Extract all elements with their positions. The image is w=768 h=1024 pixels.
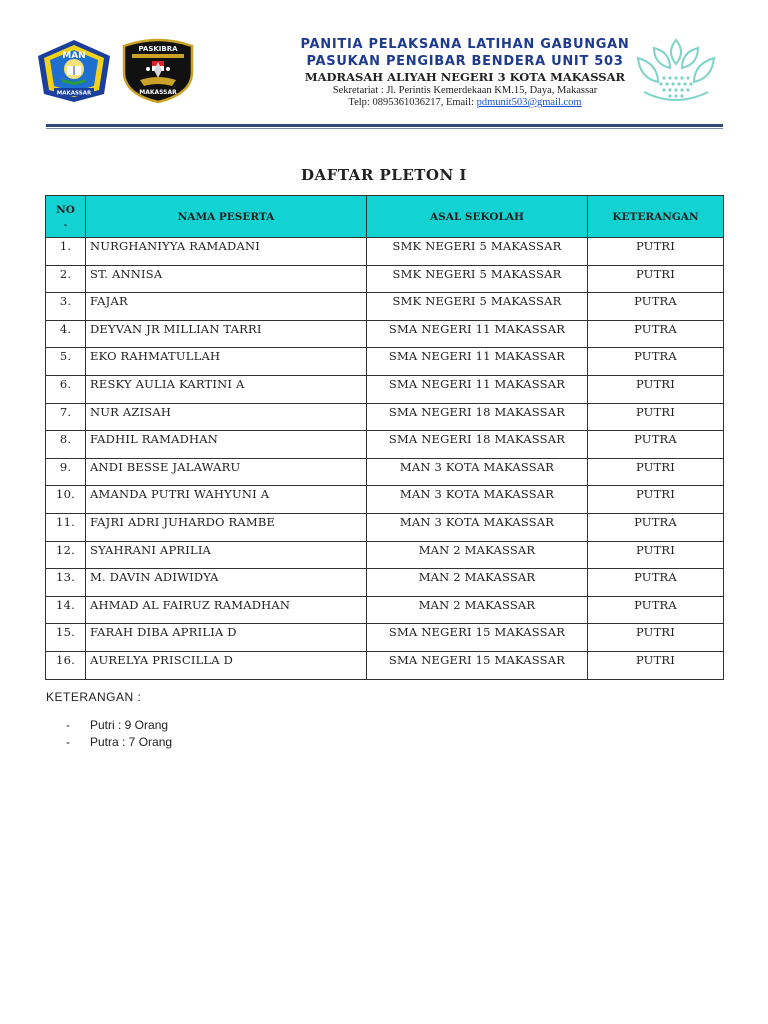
cell-sekolah: MAN 2 MAKASSAR [367, 569, 588, 597]
table-row [46, 651, 724, 679]
keterangan-putri: Putri : 9 Orang [90, 718, 169, 732]
table-row [46, 596, 724, 624]
cell-nama: FAJAR [86, 293, 367, 321]
man-makassar-logo-icon [32, 38, 116, 104]
cell-nama: AURELYA PRISCILLA D [86, 651, 367, 679]
keterangan-putra: Putra : 7 Orang [90, 735, 173, 749]
cell-sekolah: MAN 3 KOTA MAKASSAR [367, 458, 588, 486]
cell-keterangan: PUTRA [588, 596, 724, 624]
cell-sekolah: MAN 3 KOTA MAKASSAR [367, 513, 588, 541]
cell-nama: EKO RAHMATULLAH [86, 348, 367, 376]
cell-nama: FARAH DIBA APRILIA D [86, 624, 367, 652]
keterangan-title: KETERANGAN : [46, 690, 142, 704]
header-email-link[interactable]: pdmunit503@gmail.com [476, 97, 582, 108]
cell-no: 2. [46, 265, 86, 293]
cell-no: 9. [46, 458, 86, 486]
header-divider-thin [46, 128, 723, 129]
table-row [46, 238, 724, 266]
header-address: Sekretariat : Jl. Perintis Kemerdekaan KM.15, Daya, Makassar [332, 85, 598, 96]
cell-sekolah: SMK NEGERI 5 MAKASSAR [367, 238, 588, 266]
logo-middle-bottom-text: MAKASSAR [139, 89, 177, 96]
cell-nama: RESKY AULIA KARTINI A [86, 375, 367, 403]
cell-sekolah: SMK NEGERI 5 MAKASSAR [367, 265, 588, 293]
cell-no: 8. [46, 431, 86, 459]
cell-nama: NURGHANIYYA RAMADANI [86, 238, 367, 266]
cell-keterangan: PUTRI [588, 458, 724, 486]
cell-keterangan: PUTRA [588, 513, 724, 541]
header-committee-title: PANITIA PELAKSANA LATIHAN GABUNGAN [300, 37, 630, 52]
cell-nama: ANDI BESSE JALAWARU [86, 458, 367, 486]
cell-no: 5. [46, 348, 86, 376]
header-school-name: MADRASAH ALIYAH NEGERI 3 KOTA MAKASSAR [304, 70, 626, 84]
cell-keterangan: PUTRI [588, 486, 724, 514]
cell-keterangan: PUTRA [588, 569, 724, 597]
cell-nama: FAJRI ADRI JUHARDO RAMBE [86, 513, 367, 541]
cell-keterangan: PUTRA [588, 431, 724, 459]
header-keterangan: KETERANGAN [588, 196, 724, 238]
table-row [46, 541, 724, 569]
paskibra-logo-icon [118, 36, 198, 104]
cell-keterangan: PUTRI [588, 375, 724, 403]
table-row [46, 486, 724, 514]
cell-sekolah: SMA NEGERI 15 MAKASSAR [367, 651, 588, 679]
cell-no: 12. [46, 541, 86, 569]
cell-nama: FADHIL RAMADHAN [86, 431, 367, 459]
logo-left-top-text: MAN [62, 51, 86, 61]
header-phone: Telp: 0895361036217, Email: [348, 97, 477, 108]
cell-keterangan: PUTRA [588, 348, 724, 376]
cell-keterangan: PUTRI [588, 403, 724, 431]
header-divider-thick [46, 124, 723, 127]
cell-keterangan: PUTRA [588, 293, 724, 321]
cell-sekolah: SMA NEGERI 18 MAKASSAR [367, 431, 588, 459]
logo-middle-top-text: PASKIBRA [138, 45, 178, 53]
cell-no: 15. [46, 624, 86, 652]
cell-sekolah: SMA NEGERI 11 MAKASSAR [367, 375, 588, 403]
document-title: DAFTAR PLETON I [301, 166, 467, 184]
table-row [46, 375, 724, 403]
cell-sekolah: SMA NEGERI 11 MAKASSAR [367, 320, 588, 348]
cell-no: 1. [46, 238, 86, 266]
cell-sekolah: SMA NEGERI 15 MAKASSAR [367, 624, 588, 652]
cell-sekolah: SMK NEGERI 5 MAKASSAR [367, 293, 588, 321]
header-unit-title: PASUKAN PENGIBAR BENDERA UNIT 503 [306, 54, 624, 69]
list-item [66, 718, 172, 735]
cell-sekolah: SMA NEGERI 11 MAKASSAR [367, 348, 588, 376]
cell-nama: DEYVAN JR MILLIAN TARRI [86, 320, 367, 348]
cell-no: 10. [46, 486, 86, 514]
table-header-row [46, 196, 724, 238]
table-row [46, 265, 724, 293]
cell-no: 13. [46, 569, 86, 597]
cell-no: 7. [46, 403, 86, 431]
logo-left-bottom-text: MAKASSAR [56, 90, 92, 97]
cell-nama: M. DAVIN ADIWIDYA [86, 569, 367, 597]
table-row [46, 569, 724, 597]
cell-sekolah: MAN 3 KOTA MAKASSAR [367, 486, 588, 514]
cell-no: 11. [46, 513, 86, 541]
table-row [46, 293, 724, 321]
cell-keterangan: PUTRI [588, 238, 724, 266]
cell-sekolah: MAN 2 MAKASSAR [367, 541, 588, 569]
header-contact [200, 97, 730, 108]
table-row [46, 624, 724, 652]
table-row [46, 348, 724, 376]
cell-no: 16. [46, 651, 86, 679]
cell-keterangan: PUTRI [588, 651, 724, 679]
header-no: NO . [46, 196, 86, 238]
cell-nama: SYAHRANI APRILIA [86, 541, 367, 569]
table-row [46, 458, 724, 486]
header-sekolah: ASAL SEKOLAH [367, 196, 588, 238]
table-row [46, 403, 724, 431]
cell-nama: AMANDA PUTRI WAHYUNI A [86, 486, 367, 514]
list-bullet: - [66, 718, 70, 732]
cell-no: 6. [46, 375, 86, 403]
roster-table [45, 195, 724, 680]
keterangan-list [66, 718, 172, 752]
cell-no: 3. [46, 293, 86, 321]
table-row [46, 513, 724, 541]
cell-keterangan: PUTRA [588, 320, 724, 348]
list-bullet: - [66, 735, 70, 749]
cell-keterangan: PUTRI [588, 541, 724, 569]
table-row [46, 431, 724, 459]
cell-nama: ST. ANNISA [86, 265, 367, 293]
cell-no: 14. [46, 596, 86, 624]
list-item [66, 735, 172, 752]
cell-keterangan: PUTRI [588, 265, 724, 293]
cell-no: 4. [46, 320, 86, 348]
cell-nama: AHMAD AL FAIRUZ RAMADHAN [86, 596, 367, 624]
cell-sekolah: SMA NEGERI 18 MAKASSAR [367, 403, 588, 431]
table-row [46, 320, 724, 348]
header-nama: NAMA PESERTA [86, 196, 367, 238]
cell-nama: NUR AZISAH [86, 403, 367, 431]
cell-keterangan: PUTRI [588, 624, 724, 652]
cell-sekolah: MAN 2 MAKASSAR [367, 596, 588, 624]
